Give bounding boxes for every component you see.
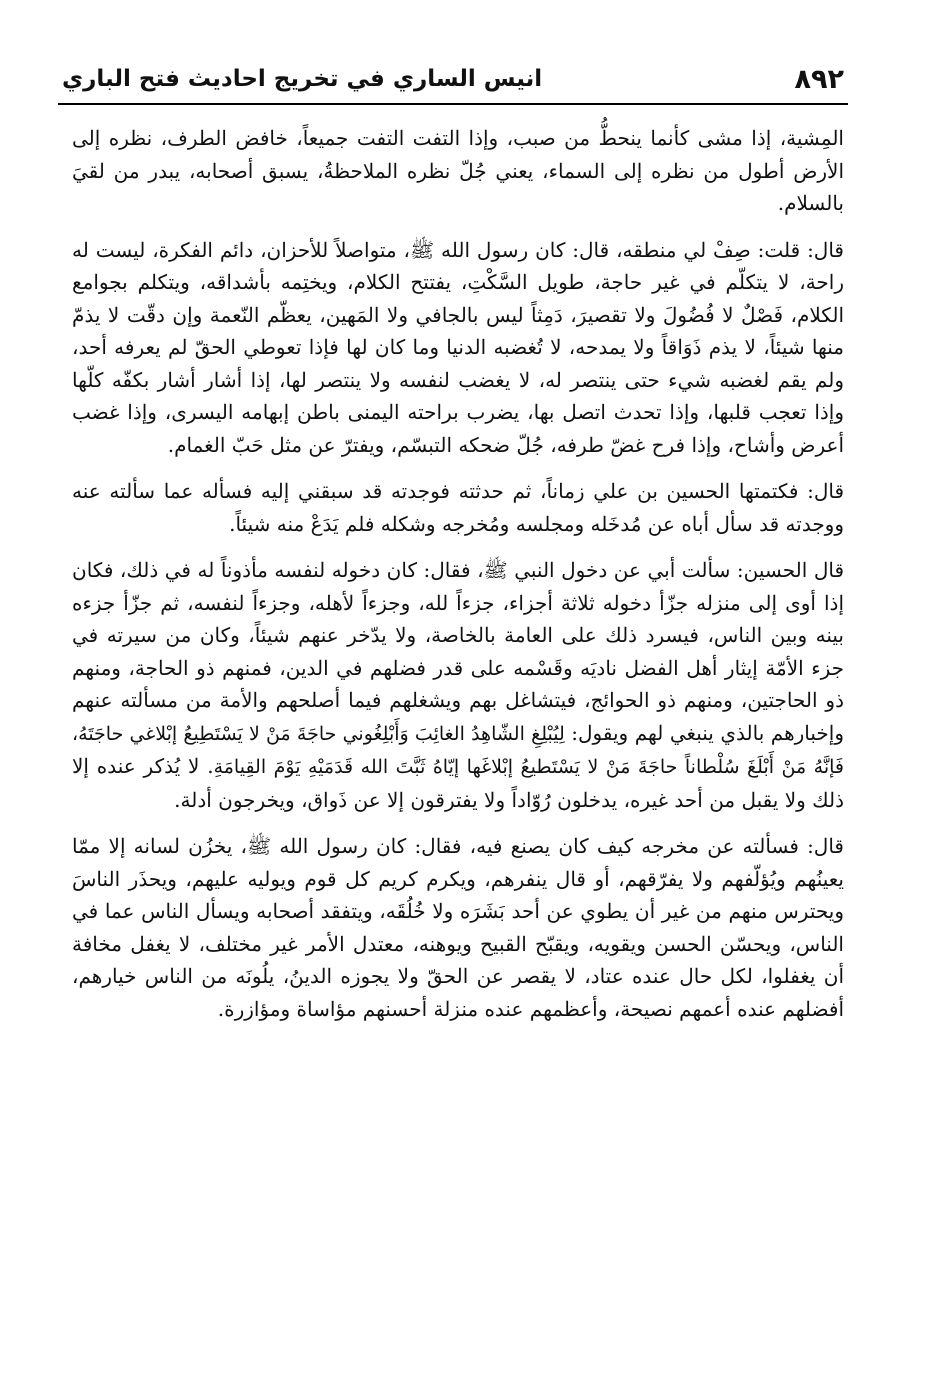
quoted-hadith: لِيُبْلِغِ الشّاهِدُ الغائِبَ وَأَبْلِغُوني حاجَةَ مَنْ لا يَسْتَطِيعُ إبْلاغي حاجَتَهُ، فَإنَّهُ مَنْ أَبْلَغَ سُلْطاناً حاجَةَ مَنْ لا يَسْتَطيعُ إبْلاغَها إيّاهُ ثَبَّتَ الله قَدَمَيْهِ يَوْمَ القِيامَةِ [72, 722, 844, 778]
page-header [58, 62, 848, 102]
paragraph-4-text-before: قال الحسين: سألت أبي عن دخول النبي ﷺ، فقال: كان دخوله لنفسه مأذوناً له في ذلك، فكان إذا أوى إلى منزله جزّأ دخوله ثلاثة أجزاء، جزءاً لله، وجزءاً لأهله، وجزءاً لنفسه، ثم جزّأ جزءه بينه وبين الناس، فيسرد ذلك على العامة بالخاصة، ولا يدّخر عنهم شيئاً، وكان من سيرته في جزء الأمّة إيثار أهل الفضل ناديَه وقَسْمه على قدر فضلهم في الدين، فمنهم ذو الحاجة، ومنهم ذو الحاجتين، ومنهم ذو الحوائج، فيتشاغل بهم ويشغلهم فيما أصلحهم والأمة من مسألته عنهم وإخبارهم بالذي ينبغي لهم ويقول: [72, 558, 845, 745]
header-divider [58, 103, 848, 105]
paragraph-4-text-after: . لا يُذكر عنده إلا ذلك ولا يقبل من أحد غيره، يدخلون رُوّاداً ولا يفترقون إلا عن ذَواق، ويخرجون أدلة. [72, 754, 844, 812]
paragraph-3: قال: فكتمتها الحسين بن علي زماناً، ثم حدثته فوجدته قد سبقني إليه فسأله عما سألته عنه ووجدته قد سأل أباه عن مُدخَله ومجلسه ومُخرجه وشكله فلم يَدَعْ منه شيئاً. [72, 479, 845, 536]
paragraph-5: قال: فسألته عن مخرجه كيف كان يصنع فيه، فقال: كان رسول الله ﷺ، يخزُن لسانه إلا ممّا يعينُهم ويُؤلّفهم ولا يفرّقهم، أو قال ينفرهم، ويكرم كريم كل قوم ويوليه عليهم، ويحذَر الناسَ ويحترس منهم من غير أن يطوي عن أحد بَشَرَه ولا خُلُقَه، ويتفقد أصحابه ويسأل الناس عما في الناس، ويحسّن الحسن ويقويه، ويقبّح القبيح ويوهنه، معتدل الأمر غير مختلف، لا يغفل مخافة أن يغفلوا، لكل حال عنده عتاد، لا يقصر عن الحقّ ولا يجوزه الدينُ، يلُونَه من الناس خيارهم، أفضلهم عنده أعمهم نصيحة، وأعظمهم عنده منزلة أحسنهم مؤاساة ومؤازرة. [72, 834, 844, 1021]
paragraph-2: قال: قلت: صِفْ لي منطقه، قال: كان رسول الله ﷺ، متواصلاً للأحزان، دائم الفكرة، ليست له راحة، لا يتكلّم في غير حاجة، طويل السَّكْتِ، يفتتح الكلام، ويختِمه بأشداقه، ويتكلم بجوامع الكلام، فَصْلٌ لا فُضُولَ ولا تقصيرَ، دَمِثاً ليس بالجافي ولا المَهين، يعظّم النّعمة وإن دقّت لا يذمّ منها شيئاً، لا يذم ذَوَاقاً ولا يمدحه، لا تُغضبه الدنيا وما كان لها فإذا تعوطي الحقّ لم يعرفه أحد، ولم يقم لغضبه شيء حتى ينتصر له، لا يغضب لنفسه ولا ينتصر لها، إذا أشار أشار بكفّه كلّها وإذا تعجب قلبها، وإذا تحدث اتصل بها، يضرب براحته اليمنى باطن إبهامه اليسرى، وإذا غضب أعرض وأشاح، وإذا فرح غضّ طرفه، جُلّ ضحكه التبسّم، ويفترّ عن مثل حَبّ الغمام. [72, 237, 844, 457]
page-number: ٨٩٢ [794, 64, 844, 95]
running-title: انيس الساري في تخريج احاديث فتح الباري [62, 66, 543, 92]
paragraph-1: المِشية، إذا مشى كأنما ينحطُّ من صبب، وإذا التفت التفت جميعاً، خافض الطرف، نظره إلى الأرض أطول من نظره إلى السماء، يعني جُلّ نظره الملاحظةُ، يسبق أصحابه، يبدر من لقيَ بالسلام. [72, 126, 845, 215]
paragraph-4 [72, 554, 844, 816]
body-text [72, 122, 844, 1025]
